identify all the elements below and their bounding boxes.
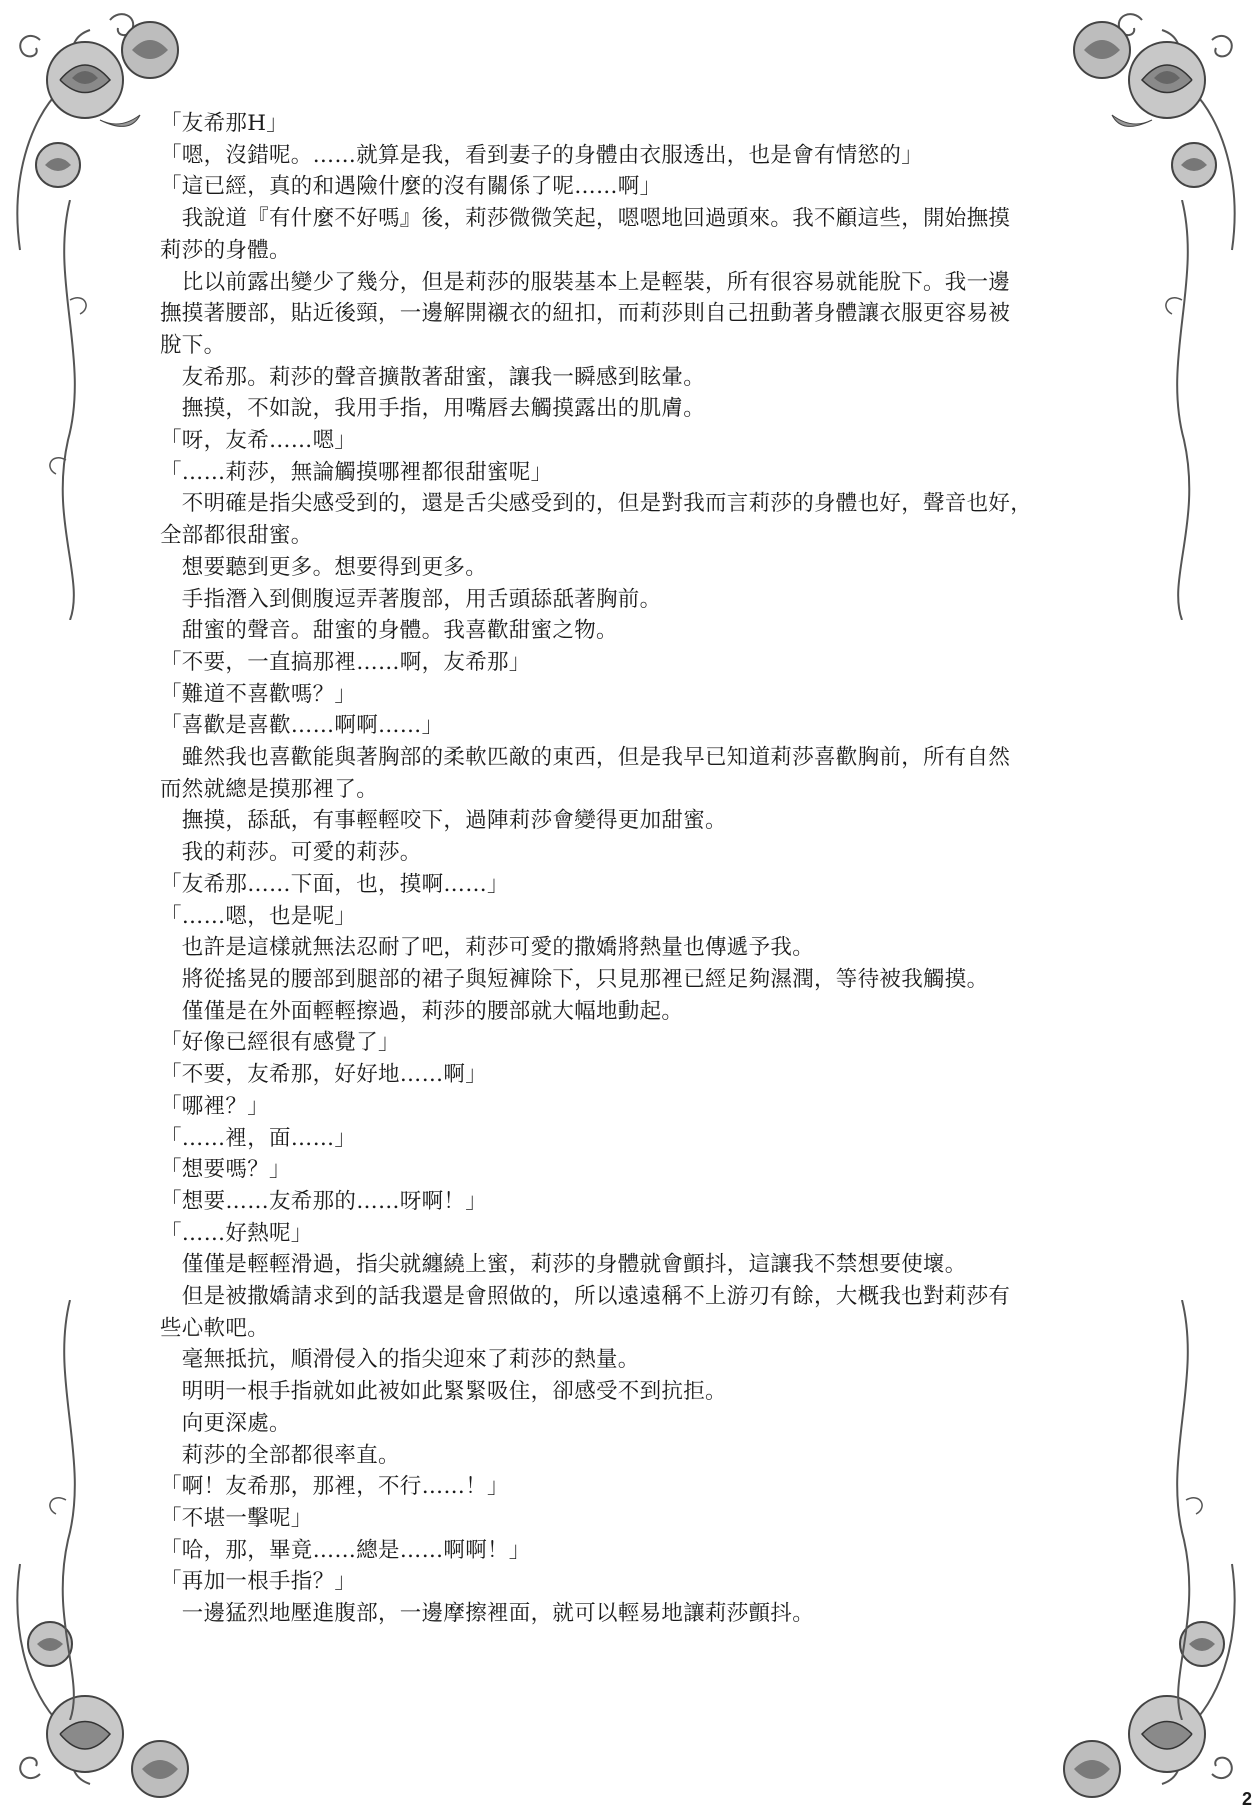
text-line: 「……嗯，也是呢」: [160, 903, 357, 929]
text-line: 想要聽到更多。想要得到更多。: [160, 554, 488, 580]
text-line: 明明一根手指就如此被如此緊緊吸住，卻感受不到抗拒。: [160, 1379, 727, 1405]
page-number: 2: [1241, 1789, 1252, 1809]
text-line: 向更深處。: [160, 1410, 291, 1436]
text-line: 僅僅是輕輕滑過，指尖就纏繞上蜜，莉莎的身體就會顫抖，這讓我不禁想要使壞。: [160, 1252, 967, 1278]
text-line: 「這已經，真的和遇險什麼的沒有關係了呢……啊」: [160, 174, 662, 200]
text-line: 我的莉莎。可愛的莉莎。: [160, 840, 422, 866]
text-line: 「啊！友希那，那裡，不行……！」: [160, 1474, 509, 1500]
text-line: 「不要，友希那，好好地……啊」: [160, 1062, 488, 1088]
text-line: 「不堪一擊呢」: [160, 1505, 313, 1531]
text-line: 但是被撒嬌請求到的話我還是會照做的，所以遠遠稱不上游刃有餘，大概我也對莉莎有: [160, 1284, 1011, 1310]
text-line: 不明確是指尖感受到的，還是舌尖感受到的，但是對我而言莉莎的身體也好，聲音也好，: [160, 491, 1033, 517]
text-line: 「……裡，面……」: [160, 1125, 357, 1151]
text-line: 「友希那H」: [160, 111, 289, 136]
text-line: 手指潛入到側腹逗弄著腹部，用舌頭舔舐著胸前。: [160, 586, 662, 612]
text-line: 撫摸，不如說，我用手指，用嘴唇去觸摸露出的肌膚。: [160, 396, 706, 422]
text-line: 「哪裡？」: [160, 1093, 270, 1119]
text-line: 一邊猛烈地壓進腹部，一邊摩擦裡面，就可以輕易地讓莉莎顫抖。: [160, 1601, 815, 1627]
text-line: 「想要……友希那的……呀啊！」: [160, 1188, 488, 1214]
text-line: 撫摸，舔舐，有事輕輕咬下，過陣莉莎會變得更加甜蜜。: [160, 808, 727, 834]
text-line: 些心軟吧。: [160, 1315, 270, 1341]
text-line: 「不要，一直搞那裡……啊，友希那」: [160, 649, 531, 675]
text-line: 「難道不喜歡嗎？」: [160, 681, 357, 707]
text-line: 「……好熱呢」: [160, 1220, 313, 1246]
text-line: 雖然我也喜歡能與著胸部的柔軟匹敵的東西，但是我早已知道莉莎喜歡胸前，所有自然: [160, 745, 1011, 771]
text-line: 撫摸著腰部，貼近後頸，一邊解開襯衣的紐扣，而莉莎則自己扭動著身體讓衣服更容易被: [160, 301, 1011, 327]
text-line: 全部都很甜蜜。: [160, 523, 313, 549]
text-line: 「嗯，沒錯呢。……就算是我，看到妻子的身體由衣服透出，也是會有情慾的」: [160, 142, 924, 168]
text-line: 「想要嗎？」: [160, 1157, 291, 1183]
text-line: 「呀，友希……嗯」: [160, 428, 357, 454]
text-line: 「友希那……下面，也，摸啊……」: [160, 871, 509, 897]
text-line: 也許是這樣就無法忍耐了吧，莉莎可愛的撒嬌將熱量也傳遞予我。: [160, 935, 815, 961]
text-line: 「好像已經很有感覺了」: [160, 1030, 400, 1056]
text-line: 毫無抵抗，順滑侵入的指尖迎來了莉莎的熱量。: [160, 1347, 640, 1373]
text-line: 僅僅是在外面輕輕擦過，莉莎的腰部就大幅地動起。: [160, 998, 684, 1024]
text-line: 我說道『有什麼不好嗎』後，莉莎微微笑起，嗯嗯地回過頭來。我不顧這些，開始撫摸: [160, 206, 1011, 232]
text-line: 「……莉莎，無論觸摸哪裡都很甜蜜呢」: [160, 459, 553, 485]
text-line: 「哈，那，畢竟……總是……啊啊！」: [160, 1537, 531, 1563]
text-line: 莉莎的全部都很率直。: [160, 1442, 400, 1468]
text-line: 「喜歡是喜歡……啊啊……」: [160, 713, 444, 739]
text-line: 而然就總是摸那裡了。: [160, 776, 379, 802]
text-line: 「再加一根手指？」: [160, 1569, 357, 1595]
vine-border-decoration: [1152, 200, 1212, 620]
vine-border-decoration: [1152, 1300, 1212, 1720]
vine-border-decoration: [40, 1300, 100, 1720]
text-line: 脫下。: [160, 332, 226, 358]
text-line: 比以前露出變少了幾分，但是莉莎的服裝基本上是輕裝，所有很容易就能脫下。我一邊: [160, 269, 1011, 295]
vine-border-decoration: [40, 200, 100, 620]
text-line: 友希那。莉莎的聲音擴散著甜蜜，讓我一瞬感到眩暈。: [160, 364, 706, 390]
text-line: 甜蜜的聲音。甜蜜的身體。我喜歡甜蜜之物。: [160, 618, 618, 644]
story-text-block: [160, 108, 1145, 1630]
text-line: 將從搖晃的腰部到腿部的裙子與短褲除下，只見那裡已經足夠濕潤，等待被我觸摸。: [160, 966, 989, 992]
text-line: 莉莎的身體。: [160, 237, 291, 263]
